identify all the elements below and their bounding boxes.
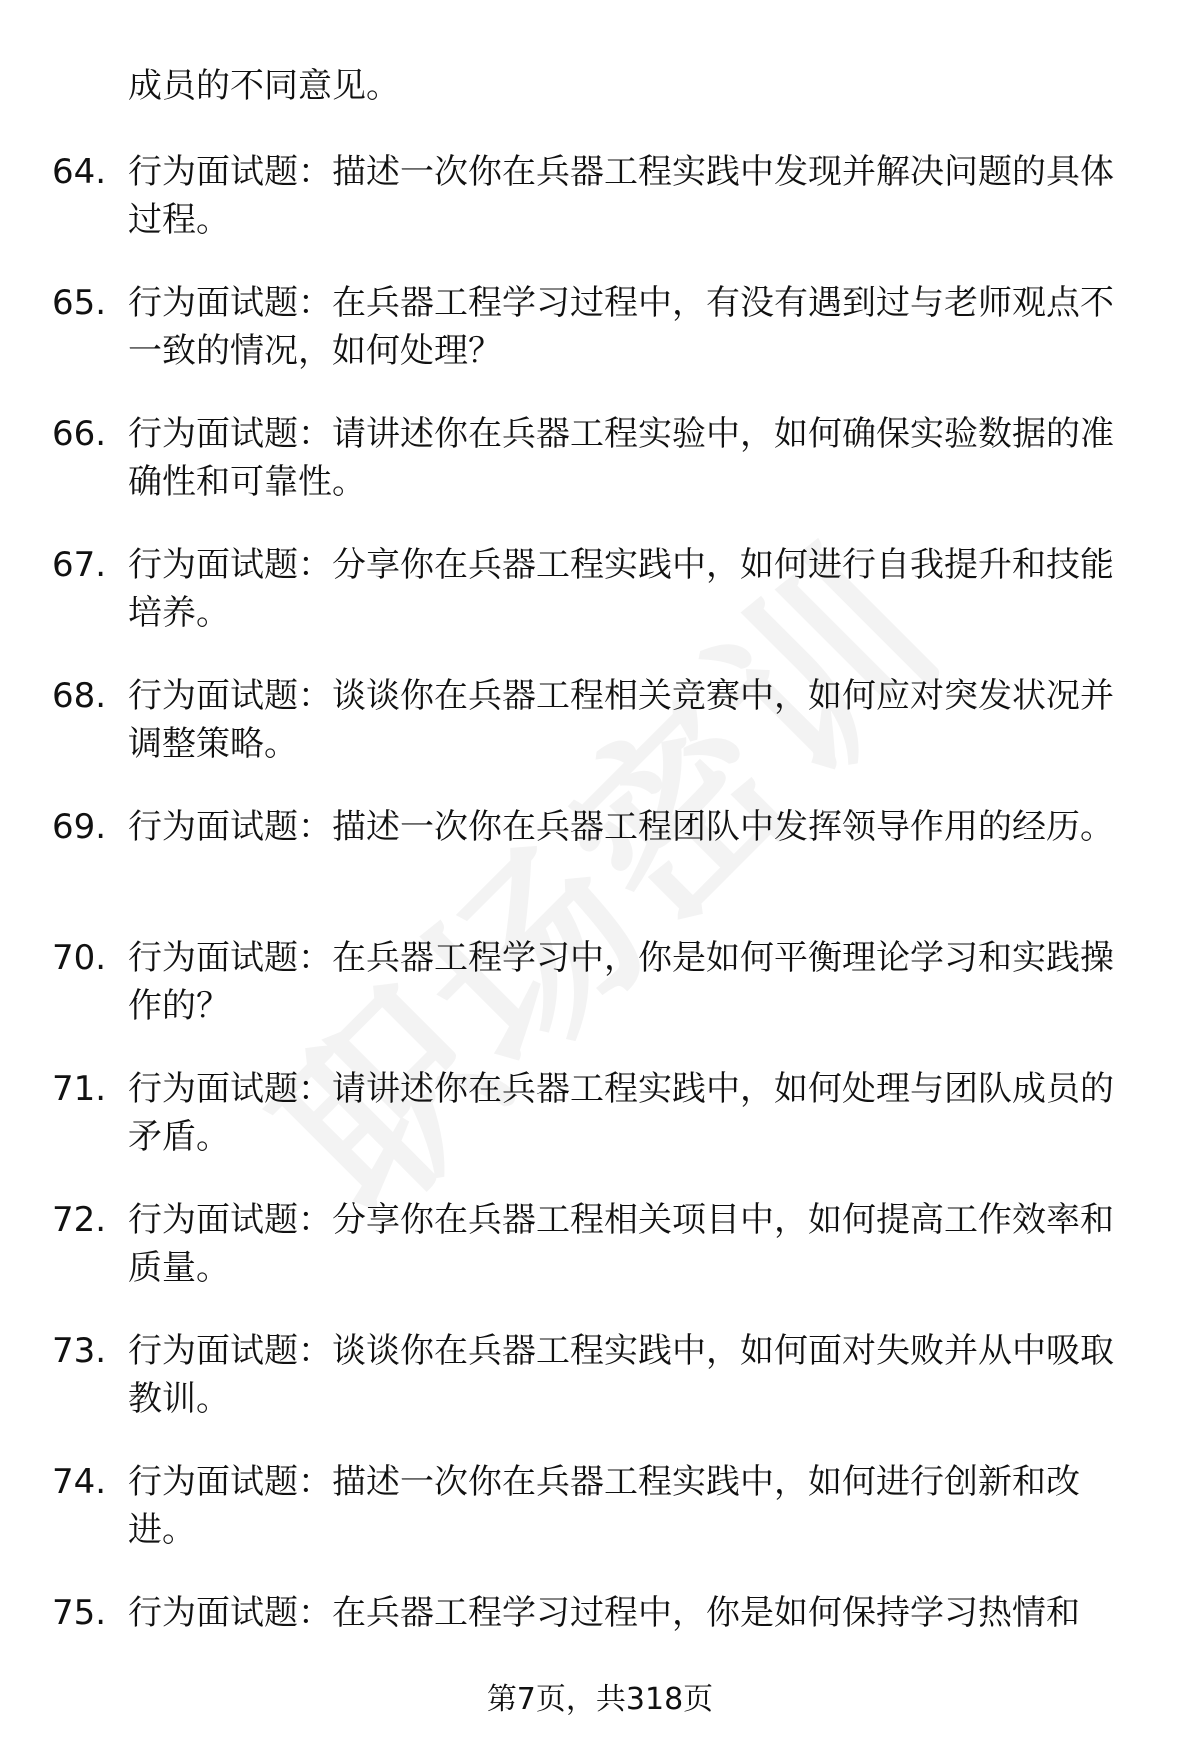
question-text: 行为面试题：描述一次你在兵器工程实践中，如何进行创新和改进。 — [128, 1462, 1080, 1550]
question-number: 74. — [52, 1462, 107, 1502]
question-list — [0, 148, 1200, 1720]
question-text: 行为面试题：请讲述你在兵器工程实验中，如何确保实验数据的准确性和可靠性。 — [128, 414, 1114, 502]
question-text: 行为面试题：谈谈你在兵器工程相关竞赛中，如何应对突发状况并调整策略。 — [128, 676, 1114, 764]
question-item — [0, 803, 1200, 934]
question-number: 72. — [52, 1200, 107, 1240]
question-item — [0, 410, 1200, 541]
question-number: 65. — [52, 283, 107, 323]
question-item — [0, 1065, 1200, 1196]
question-number: 70. — [52, 938, 107, 978]
question-item — [0, 672, 1200, 803]
question-number: 73. — [52, 1331, 107, 1371]
question-number: 71. — [52, 1069, 107, 1109]
question-item — [0, 1458, 1200, 1589]
question-item — [0, 1327, 1200, 1458]
question-text: 行为面试题：谈谈你在兵器工程实践中，如何面对失败并从中吸取教训。 — [128, 1331, 1114, 1419]
question-number: 64. — [52, 152, 107, 192]
question-item — [0, 541, 1200, 672]
question-item — [0, 934, 1200, 1065]
question-item — [0, 279, 1200, 410]
question-number: 67. — [52, 545, 107, 585]
question-text: 行为面试题：请讲述你在兵器工程实践中，如何处理与团队成员的矛盾。 — [128, 1069, 1114, 1157]
question-item — [0, 1196, 1200, 1327]
question-item — [0, 148, 1200, 279]
question-text: 行为面试题：在兵器工程学习过程中，有没有遇到过与老师观点不一致的情况，如何处理？ — [128, 283, 1114, 371]
question-text: 行为面试题：在兵器工程学习中，你是如何平衡理论学习和实践操作的？ — [128, 938, 1114, 1026]
question-number: 68. — [52, 676, 107, 716]
question-text: 行为面试题：描述一次你在兵器工程团队中发挥领导作用的经历。 — [128, 807, 1114, 847]
question-text: 行为面试题：分享你在兵器工程实践中，如何进行自我提升和技能培养。 — [128, 545, 1114, 633]
question-number: 69. — [52, 807, 107, 847]
question-number: 75. — [52, 1593, 107, 1633]
question-text: 行为面试题：描述一次你在兵器工程实践中发现并解决问题的具体过程。 — [128, 152, 1114, 240]
question-text: 行为面试题：分享你在兵器工程相关项目中，如何提高工作效率和质量。 — [128, 1200, 1114, 1288]
continuation-text: 成员的不同意见。 — [128, 66, 400, 106]
page-footer: 第7页，共318页 — [486, 1682, 714, 1717]
question-number: 66. — [52, 414, 107, 454]
question-text: 行为面试题：在兵器工程学习过程中，你是如何保持学习热情和 — [128, 1593, 1080, 1633]
